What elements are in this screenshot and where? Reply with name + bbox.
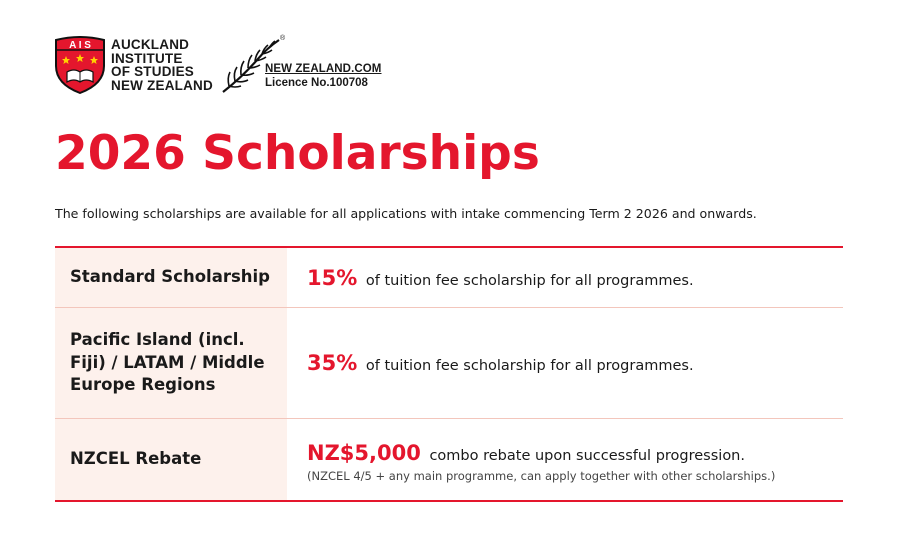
scholarship-line	[307, 266, 828, 290]
nz-licence-block	[265, 62, 382, 90]
scholarship-name: Pacific Island (incl. Fiji) / LATAM / Middle Europe Regions	[55, 308, 287, 418]
scholarship-text: of tuition fee scholarship for all programmes.	[365, 272, 694, 289]
scholarship-name: NZCEL Rebate	[55, 419, 287, 500]
svg-text:A I S: A I S	[69, 40, 91, 51]
ais-name-line: OF STUDIES	[111, 64, 195, 79]
ais-name-line: NEW ZEALAND	[111, 77, 213, 93]
scholarship-text: of tuition fee scholarship for all programmes.	[365, 358, 694, 374]
nz-site-name: NEW ZEALAND.COM	[265, 63, 382, 75]
ais-name	[111, 38, 213, 92]
scholarship-detail	[287, 248, 843, 307]
scholarship-name: Standard Scholarship	[55, 248, 287, 307]
scholarship-table	[55, 246, 843, 502]
table-row	[55, 307, 843, 418]
scholarship-detail	[287, 419, 843, 500]
table-row	[55, 418, 843, 500]
table-row	[55, 248, 843, 307]
intro-text: The following scholarships are available for all applications with intake commencing Term 2 2026 and onwards.	[55, 206, 757, 221]
scholarship-text: combo rebate upon successful progression.	[429, 447, 745, 464]
scholarship-detail	[287, 308, 843, 418]
scholarship-amount: 35%	[307, 351, 358, 375]
ais-name-line: INSTITUTE	[111, 50, 183, 66]
registered-mark: ®	[280, 35, 286, 42]
nz-licence-number: Licence No.100708	[265, 77, 368, 89]
scholarship-line	[307, 351, 828, 375]
scholarship-line	[307, 441, 828, 465]
header-logos	[54, 36, 414, 96]
ais-shield-logo	[54, 36, 106, 94]
page-title: 2026 Scholarships	[55, 126, 540, 181]
scholarship-note: (NZCEL 4/5 + any main programme, can apply together with other scholarships.)	[307, 468, 776, 483]
scholarship-amount: 15%	[307, 265, 358, 290]
scholarship-amount: NZ$5,000	[307, 440, 421, 465]
ais-name-line: AUCKLAND	[111, 37, 190, 52]
